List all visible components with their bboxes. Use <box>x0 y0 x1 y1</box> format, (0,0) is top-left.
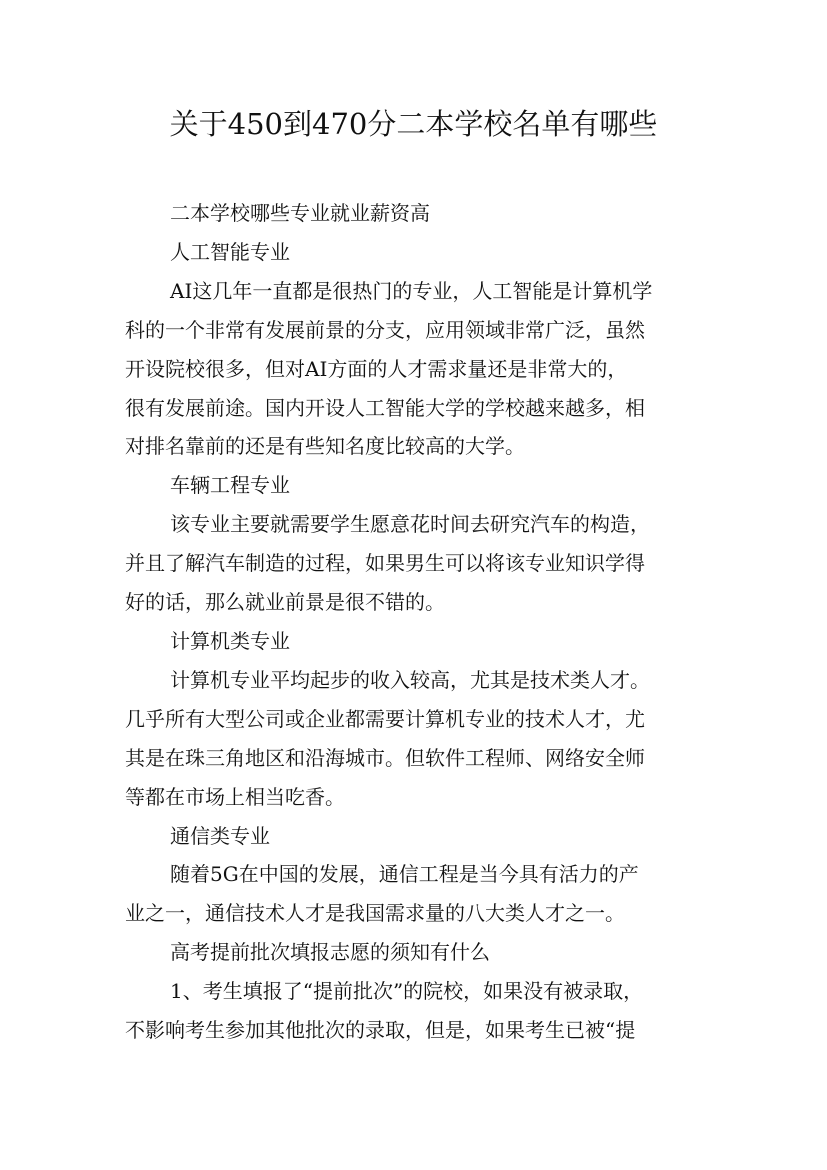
text-line: 高考提前批次填报志愿的须知有什么 <box>170 940 490 965</box>
text-line: 几乎所有大型公司或企业都需要计算机专业的技术人才，尤 <box>125 706 645 731</box>
body-paragraph <box>125 972 715 1050</box>
text-line: 其是在珠三角地区和沿海城市。但软件工程师、网络安全师 <box>125 745 645 770</box>
text-line: 对排名靠前的还是有些知名度比较高的大学。 <box>125 434 525 459</box>
text-line: 二本学校哪些专业就业薪资高 <box>170 201 430 225</box>
section-heading <box>125 194 715 233</box>
text-line: 计算机类专业 <box>170 628 290 653</box>
section-heading <box>125 233 715 272</box>
text-line: 不影响考生参加其他批次的录取，但是，如果考生已被“提 <box>125 1018 636 1043</box>
section-heading <box>125 622 715 661</box>
text-line: 业之一，通信技术人才是我国需求量的八大类人才之一。 <box>125 901 625 926</box>
text-line: AI这几年一直都是很热门的专业，人工智能是计算机学 <box>170 278 653 303</box>
document-body <box>125 194 715 1050</box>
body-paragraph <box>125 661 715 817</box>
text-line: 科的一个非常有发展前景的分支，应用领域非常广泛，虽然 <box>125 317 645 342</box>
text-line: 该专业主要就需要学生愿意花时间去研究汽车的构造， <box>170 512 650 537</box>
section-heading <box>125 817 715 856</box>
document-title: 关于450到470分二本学校名单有哪些 <box>169 107 658 141</box>
text-line: 很有发展前途。国内开设人工智能大学的学校越来越多，相 <box>125 395 645 420</box>
body-paragraph <box>125 272 715 467</box>
text-line: 车辆工程专业 <box>170 473 290 498</box>
section-heading <box>125 466 715 505</box>
text-line: 1、考生填报了“提前批次”的院校，如果没有被录取， <box>170 979 644 1004</box>
text-line: 等都在市场上相当吃香。 <box>125 784 345 809</box>
text-line: 并且了解汽车制造的过程，如果男生可以将该专业知识学得 <box>125 551 645 576</box>
body-paragraph <box>125 855 715 933</box>
text-line: 计算机专业平均起步的收入较高，尤其是技术类人才。 <box>170 667 650 692</box>
text-line: 开设院校很多，但对AI方面的人才需求量还是非常大的， <box>125 356 628 381</box>
text-line: 人工智能专业 <box>170 239 290 264</box>
text-line: 通信类专业 <box>170 823 270 848</box>
text-line: 随着5G在中国的发展，通信工程是当今具有活力的产 <box>170 862 639 887</box>
section-heading <box>125 933 715 972</box>
body-paragraph <box>125 505 715 622</box>
text-line: 好的话，那么就业前景是很不错的。 <box>125 590 445 615</box>
